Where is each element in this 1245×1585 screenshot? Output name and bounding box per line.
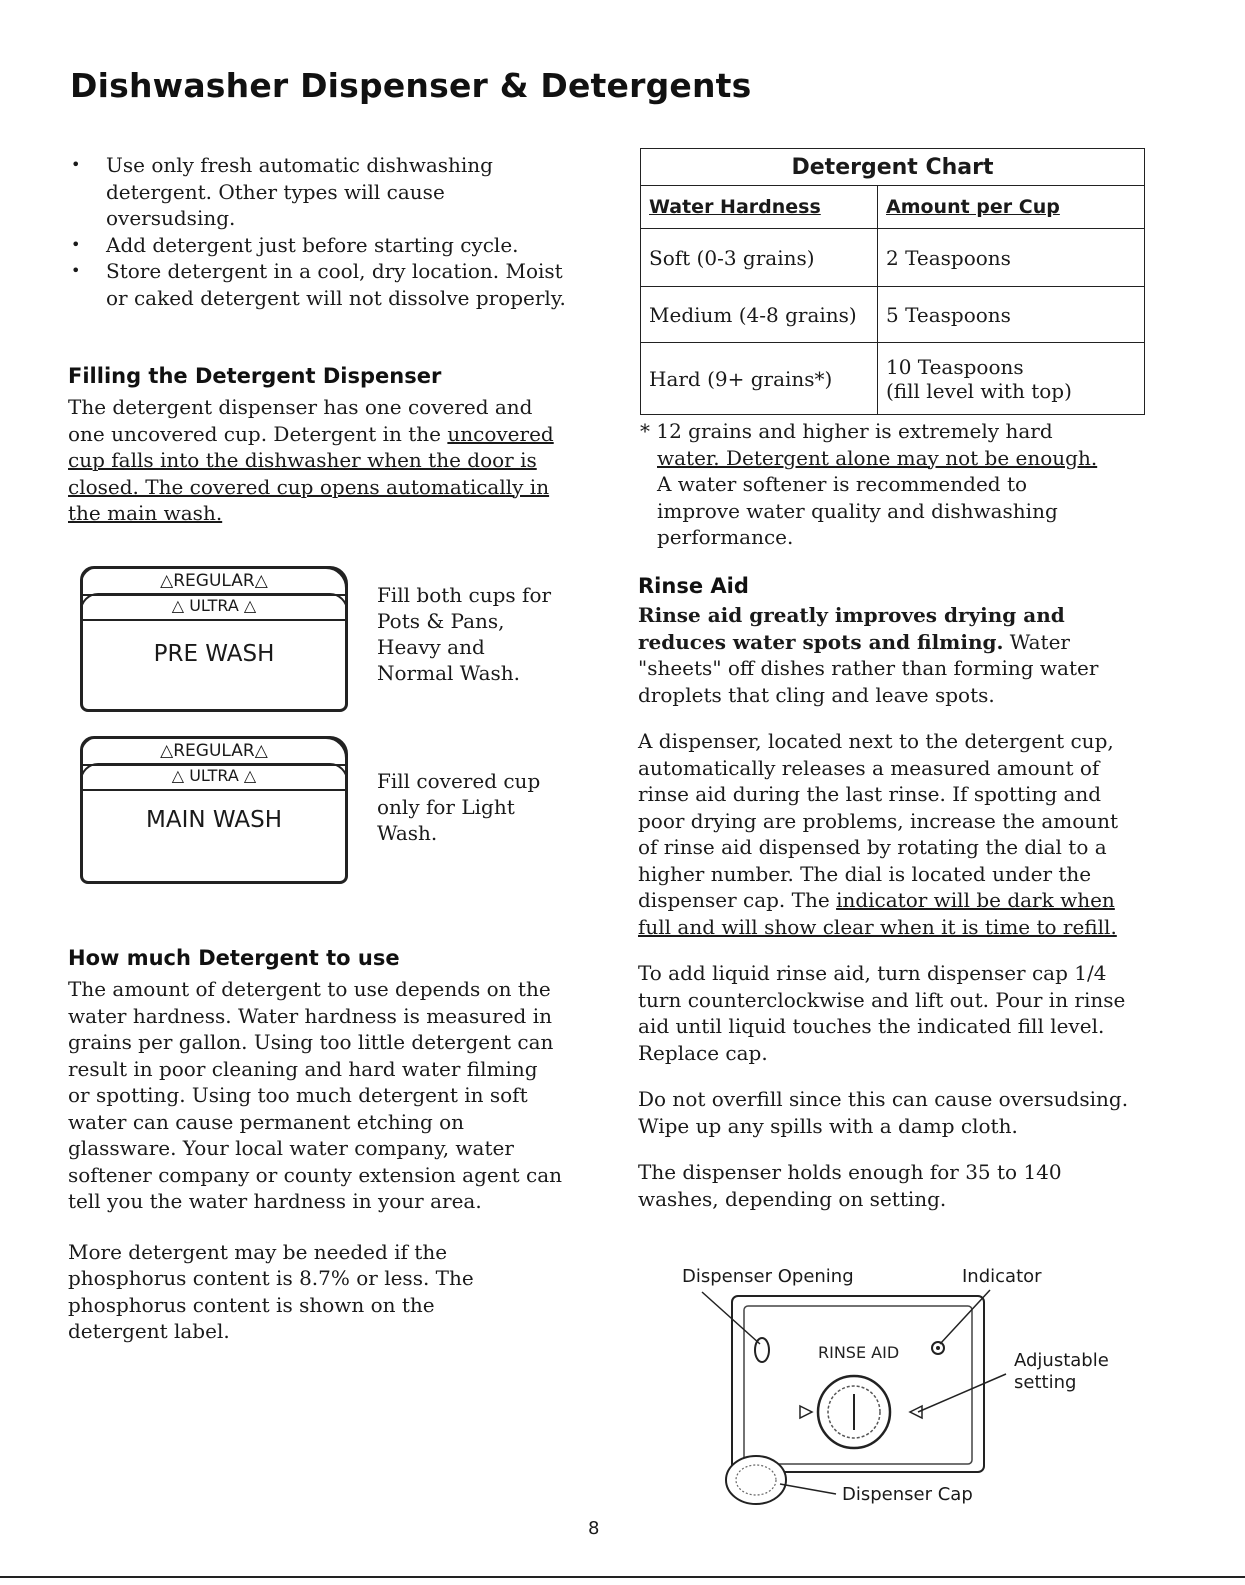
mainwash-caption: Fill covered cup only for Light Wash.	[377, 769, 541, 845]
prewash-caption: Fill both cups for Pots & Pans, Heavy and Normal Wash.	[377, 583, 552, 685]
label-dispenser-opening: Dispenser Opening	[682, 1266, 854, 1287]
filling-text	[68, 394, 558, 527]
rinse-aid-para5: The dispenser holds enough for 35 to 140 washes, depending on setting.	[638, 1160, 1062, 1211]
mainwash-band-ultra: △ ULTRA △	[80, 763, 348, 791]
label-adjustable-setting: Adjustable setting	[1014, 1350, 1109, 1393]
chart-col-amount: Amount per Cup	[878, 186, 1145, 229]
dial-marker-icon	[910, 1406, 922, 1418]
label-indicator: Indicator	[962, 1266, 1042, 1287]
band-ultra-label: ULTRA	[189, 766, 239, 785]
bullet-item: • Use only fresh automatic dishwashing detergent. Other types will cause oversudsing.	[68, 152, 526, 232]
filling-section	[68, 364, 568, 527]
how-much-para2: More detergent may be needed if the phosphorus content is 8.7% or less. The phosphorus content is shown on the detergent label.	[68, 1239, 474, 1343]
page-title: Dishwasher Dispenser & Detergents	[70, 66, 752, 105]
chart-cell-hardness: Hard (9+ grains*)	[641, 343, 878, 415]
mainwash-label: MAIN WASH	[146, 807, 282, 833]
rinse-aid-diagram	[660, 1262, 1140, 1532]
rinse-aid-intro	[638, 602, 1138, 708]
how-much-para1: The amount of detergent to use depends on the water hardness. Water hardness is measured in grains per gallon. Using too little detergent can result in poor cleaning and hard water filming or spotting. Using too much detergent in soft water can cause permanent etching on glassware. Your local water company, water softener company or county extension agent can tell you the water hardness in your area.	[68, 977, 562, 1213]
leader-line-cap	[780, 1484, 836, 1494]
leader-line-adjustable	[918, 1374, 1006, 1412]
prewash-band-ultra: △ ULTRA △	[80, 593, 348, 621]
rinse-aid-para3: To add liquid rinse aid, turn dispenser cap 1/4 turn counterclockwise and lift out. Pour in rinse aid until liquid touches the indicated fill level. Replace cap.	[638, 961, 1126, 1065]
band-regular-label: REGULAR	[173, 571, 255, 591]
indicator-dot	[936, 1346, 940, 1350]
bullet-list	[68, 152, 568, 311]
chart-cell-note: (fill level with top)	[886, 378, 1072, 403]
chart-col-hardness: Water Hardness	[641, 186, 878, 229]
label-dispenser-cap: Dispenser Cap	[842, 1484, 973, 1505]
rinse-aid-para2-plain: A dispenser, located next to the detergent cup, automatically releases a measured amount of rinse aid during the last rinse. If spotting and poor drying are problems, increase the amount of rinse aid dispensed by rotating the dial to a higher number. The dial is located under the dispenser cap. The	[638, 729, 1119, 912]
chart-footnote	[640, 418, 1110, 551]
footnote-plain: * 12 grains and higher is extremely hard	[640, 419, 1053, 443]
rinse-aid-section	[638, 574, 1138, 1212]
footnote-underlined: water. Detergent alone may not be enough.	[657, 445, 1098, 470]
footnote-continuation	[640, 445, 1110, 551]
chart-cell-amount: 2 Teaspoons	[878, 229, 1145, 287]
rinse-aid-para2	[638, 728, 1138, 940]
panel-text: RINSE AID	[818, 1343, 900, 1362]
leader-line-indicator	[940, 1290, 990, 1344]
rinse-aid-para4: Do not overfill since this can cause oversudsing. Wipe up any spills with a damp cloth.	[638, 1087, 1129, 1138]
footnote-rest: A water softener is recommended to improve water quality and dishwashing performance.	[657, 472, 1058, 549]
chart-title: Detergent Chart	[641, 149, 1145, 186]
band-regular-label: REGULAR	[173, 741, 255, 761]
detergent-chart-table	[640, 148, 1145, 415]
chart-cell-amount-with-note	[878, 343, 1145, 415]
filling-text-underlined: uncovered cup falls into the dishwasher when the door is closed. The covered cup opens automatically in the main wash.	[68, 421, 554, 525]
filling-text-plain: The detergent dispenser has one covered and one uncovered cup. Detergent in the	[68, 395, 533, 446]
prewash-band-regular: △REGULAR△	[80, 566, 348, 596]
page-number: 8	[588, 1518, 600, 1539]
rinse-aid-intro-rest: Water "sheets" off dishes rather than forming water droplets that cling and leave spots.	[638, 629, 1099, 707]
prewash-cup-drawing	[80, 566, 348, 712]
chart-cell-hardness: Soft (0-3 grains)	[641, 229, 878, 287]
rinse-aid-para2-underlined: indicator will be dark when full and will show clear when it is time to refill.	[638, 888, 1117, 939]
dispenser-cap-icon	[726, 1456, 786, 1504]
mainwash-cup-drawing	[80, 736, 348, 884]
bullet-item: • Store detergent in a cool, dry location. Moist or caked detergent will not dissolve properly.	[68, 258, 566, 311]
how-much-section	[68, 946, 568, 1345]
prewash-label: PRE WASH	[153, 641, 275, 667]
dispenser-frame	[732, 1296, 984, 1472]
band-ultra-label: ULTRA	[189, 596, 239, 615]
chart-cell-amount: 10 Teaspoons	[886, 354, 1024, 379]
rinse-aid-bold-intro: Rinse aid greatly improves drying and reduces water spots and filming.	[638, 603, 1065, 654]
chart-cell-hardness: Medium (4-8 grains)	[641, 287, 878, 343]
filling-heading: Filling the Detergent Dispenser	[68, 364, 442, 388]
mainwash-band-regular: △REGULAR△	[80, 736, 348, 766]
rinse-aid-drawing	[660, 1262, 1140, 1532]
chart-cell-amount: 5 Teaspoons	[878, 287, 1145, 343]
how-much-heading: How much Detergent to use	[68, 946, 400, 970]
scan-edge-line	[0, 1576, 1245, 1578]
dispenser-panel	[744, 1306, 972, 1464]
bullet-item: • Add detergent just before starting cycle.	[68, 232, 568, 259]
rinse-aid-heading: Rinse Aid	[638, 574, 749, 598]
dial-arrow-icon	[800, 1406, 812, 1418]
intro-bullets	[68, 152, 568, 311]
